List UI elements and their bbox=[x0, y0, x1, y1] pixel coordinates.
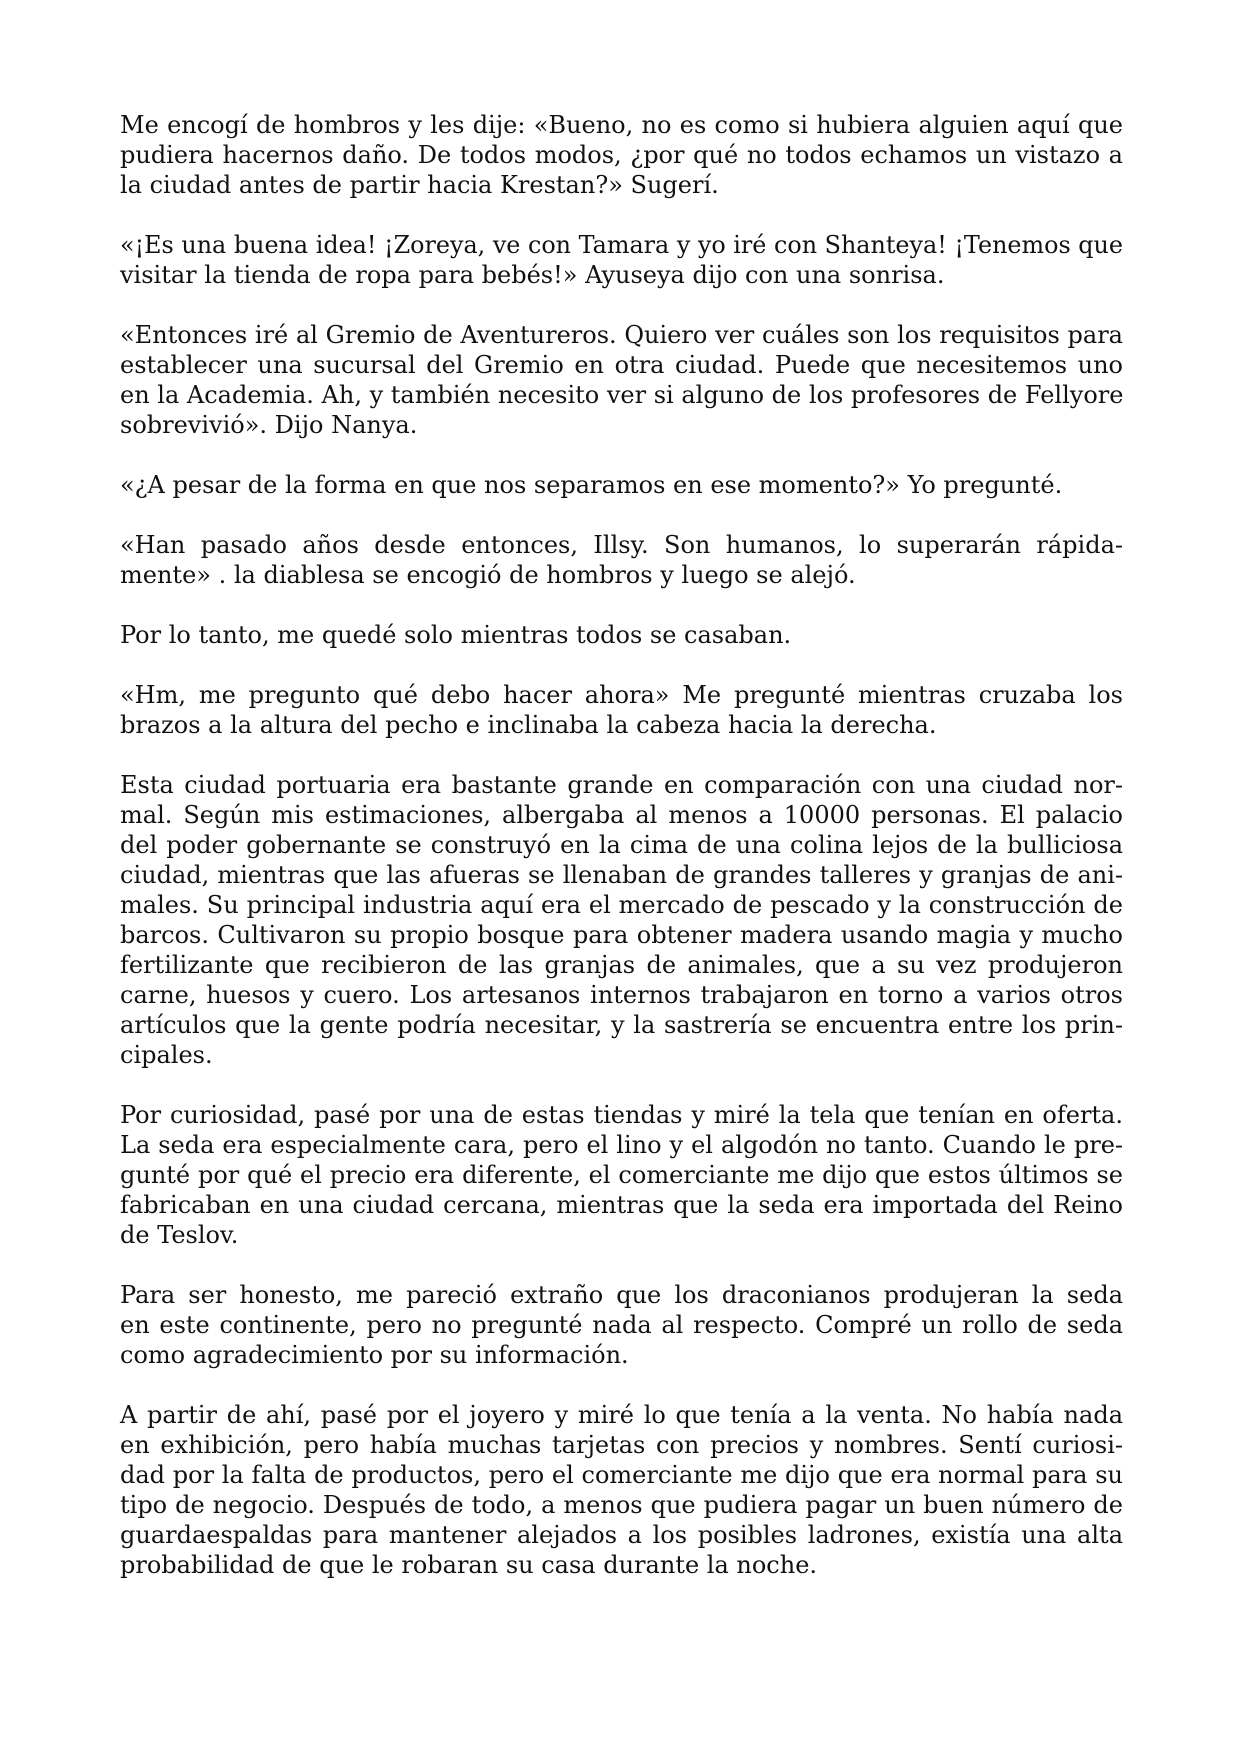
text-line: la ciudad antes de partir hacia Krestan?» Sugerí. bbox=[120, 171, 719, 199]
text-line: gunté por qué el precio era diferente, el comerciante me dijo que estos últimos se bbox=[120, 1161, 1123, 1189]
text-line: A partir de ahí, pasé por el joyero y miré lo que tenía a la venta. No había nada bbox=[120, 1401, 1123, 1429]
text-line: «Entonces iré al Gremio de Aventureros. Quiero ver cuáles son los requisitos para bbox=[120, 321, 1123, 349]
text-line: fertilizante que recibieron de las granjas de animales, que a su vez produjeron bbox=[120, 951, 1123, 979]
paragraph bbox=[120, 110, 1123, 200]
text-line: males. Su principal industria aquí era el mercado de pescado y la construcción de bbox=[120, 891, 1123, 919]
text-line: Esta ciudad portuaria era bastante grande en comparación con una ciudad nor- bbox=[120, 771, 1123, 799]
text-line: Me encogí de hombros y les dije: «Bueno, no es como si hubiera alguien aquí que bbox=[120, 111, 1123, 139]
text-line: mente» . la diablesa se encogió de hombros y luego se alejó. bbox=[120, 561, 856, 589]
text-line: fabricaban en una ciudad cercana, mientras que la seda era importada del Reino bbox=[120, 1191, 1123, 1219]
text-line: visitar la tienda de ropa para bebés!» Ayuseya dijo con una sonrisa. bbox=[120, 261, 945, 289]
text-line: Por lo tanto, me quedé solo mientras todos se casaban. bbox=[120, 621, 792, 649]
text-line: «¡Es una buena idea! ¡Zoreya, ve con Tamara y yo iré con Shanteya! ¡Tenemos que bbox=[120, 231, 1123, 259]
text-line: guardaespaldas para mantener alejados a los posibles ladrones, existía una alta bbox=[120, 1521, 1123, 1549]
text-line: artículos que la gente podría necesitar, y la sastrería se encuentra entre los prin- bbox=[120, 1011, 1123, 1039]
text-line: de Teslov. bbox=[120, 1221, 239, 1249]
document-page bbox=[120, 110, 1123, 1610]
text-line: en este continente, pero no pregunté nada al respecto. Compré un rollo de seda bbox=[120, 1311, 1123, 1339]
text-line: pudiera hacernos daño. De todos modos, ¿por qué no todos echamos un vistazo a bbox=[120, 141, 1123, 169]
text-line: en la Academia. Ah, y también necesito ver si alguno de los profesores de Fellyore bbox=[120, 381, 1124, 409]
paragraph bbox=[120, 1280, 1123, 1370]
paragraph bbox=[120, 320, 1123, 440]
paragraph bbox=[120, 620, 1123, 650]
text-line: «¿A pesar de la forma en que nos separamos en ese momento?» Yo pregunté. bbox=[120, 471, 1063, 499]
text-line: sobrevivió». Dijo Nanya. bbox=[120, 411, 418, 439]
text-line: «Hm, me pregunto qué debo hacer ahora» Me pregunté mientras cruzaba los bbox=[120, 681, 1123, 709]
text-line: carne, huesos y cuero. Los artesanos internos trabajaron en torno a varios otros bbox=[120, 981, 1123, 1009]
text-line: Por curiosidad, pasé por una de estas tiendas y miré la tela que tenían en oferta. bbox=[120, 1101, 1123, 1129]
text-line: tipo de negocio. Después de todo, a menos que pudiera pagar un buen número de bbox=[120, 1491, 1123, 1519]
text-line: Para ser honesto, me pareció extraño que los draconianos produjeran la seda bbox=[120, 1281, 1123, 1309]
paragraph bbox=[120, 680, 1123, 740]
text-line: establecer una sucursal del Gremio en otra ciudad. Puede que necesitemos uno bbox=[120, 351, 1123, 379]
text-line: «Han pasado años desde entonces, Illsy. Son humanos, lo superarán rápida- bbox=[120, 531, 1123, 559]
paragraph bbox=[120, 1400, 1123, 1580]
paragraph bbox=[120, 1100, 1123, 1250]
text-line: en exhibición, pero había muchas tarjetas con precios y nombres. Sentí curiosi- bbox=[120, 1431, 1123, 1459]
text-line: probabilidad de que le robaran su casa durante la noche. bbox=[120, 1551, 818, 1579]
paragraph bbox=[120, 770, 1123, 1070]
text-line: del poder gobernante se construyó en la cima de una colina lejos de la bulliciosa bbox=[120, 831, 1123, 859]
text-line: cipales. bbox=[120, 1041, 213, 1069]
paragraph bbox=[120, 470, 1123, 500]
text-line: brazos a la altura del pecho e inclinaba la cabeza hacia la derecha. bbox=[120, 711, 937, 739]
text-line: ciudad, mientras que las afueras se llenaban de grandes talleres y granjas de ani- bbox=[120, 861, 1123, 889]
text-line: dad por la falta de productos, pero el comerciante me dijo que era normal para su bbox=[120, 1461, 1123, 1489]
text-line: barcos. Cultivaron su propio bosque para obtener madera usando magia y mucho bbox=[120, 921, 1123, 949]
text-line: La seda era especialmente cara, pero el lino y el algodón no tanto. Cuando le pre- bbox=[120, 1131, 1123, 1159]
text-line: como agradecimiento por su información. bbox=[120, 1341, 629, 1369]
text-line: mal. Según mis estimaciones, albergaba al menos a 10000 personas. El palacio bbox=[120, 801, 1123, 829]
paragraph bbox=[120, 230, 1123, 290]
paragraph bbox=[120, 530, 1123, 590]
